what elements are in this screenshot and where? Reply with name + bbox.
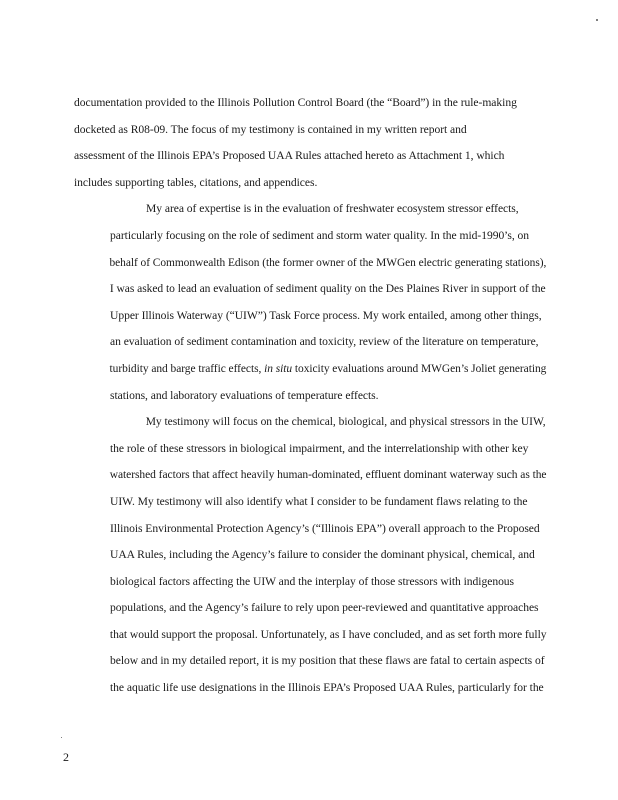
text-line: turbidity and barge traffic effects, in situ toxicity evaluations around MWGen’s Joliet generating [109,361,547,375]
text-line: the role of these stressors in biological impairment, and the interrelationship with other key [110,441,529,455]
text-line: I was asked to lead an evaluation of sediment quality on the Des Plaines River in support of the [109,282,546,296]
paragraph-3 [74,409,546,702]
text-line: stations, and laboratory evaluations of temperature effects. [110,388,379,402]
text-line: UIW. My testimony will also identify what I consider to be fundament flaws relating to the [110,494,528,508]
scan-artifact [596,19,598,21]
text-line: that would support the proposal. Unfortunately, as I have concluded, and as set forth more fully [109,627,547,641]
text-line: an evaluation of sediment contamination and toxicity, review of the literature on temperature, [110,335,539,349]
text-line: watershed factors that affect heavily human-dominated, effluent dominant waterway such as the [109,468,547,482]
text-line: Upper Illinois Waterway (“UIW”) Task Force process. My work entailed, among other things, [110,308,542,322]
text-line: behalf of Commonwealth Edison (the former owner of the MWGen electric generating stations), [109,255,547,269]
text-line: biological factors affecting the UIW and the interplay of those stressors with indigenous [110,574,515,588]
text-line: assessment of the Illinois EPA’s Proposed UAA Rules attached hereto as Attachment 1, which [74,149,505,163]
text-line: includes supporting tables, citations, and appendices. [74,175,318,189]
text-line: particularly focusing on the role of sediment and storm water quality. In the mid-1990’s, on [110,228,530,242]
text-line: Illinois Environmental Protection Agency’s (“Illinois EPA”) overall approach to the Proposed [110,521,540,535]
paragraph-2 [74,196,546,409]
scan-artifact [61,737,62,738]
text-line: My testimony will focus on the chemical, biological, and physical stressors in the UIW, [145,415,546,429]
text-line: the aquatic life use designations in the Illinois EPA’s Proposed UAA Rules, particularly for the [110,681,544,695]
paragraph-1 [74,90,546,196]
page-number: 2 [63,750,69,764]
text-line: docketed as R08-09. The focus of my testimony is contained in my written report and [74,122,467,136]
text-line: UAA Rules, including the Agency’s failure to consider the dominant physical, chemical, and [110,548,535,562]
text-line: My area of expertise is in the evaluation of freshwater ecosystem stressor effects, [146,202,519,216]
text-line: below and in my detailed report, it is my position that these flaws are fatal to certain aspects of [110,654,545,668]
body-text [74,90,546,702]
italic-term: in situ [264,361,293,375]
text-line: populations, and the Agency’s failure to rely upon peer-reviewed and quantitative approaches [110,601,539,615]
text-line: documentation provided to the Illinois Pollution Control Board (the “Board”) in the rule-making [74,96,517,109]
